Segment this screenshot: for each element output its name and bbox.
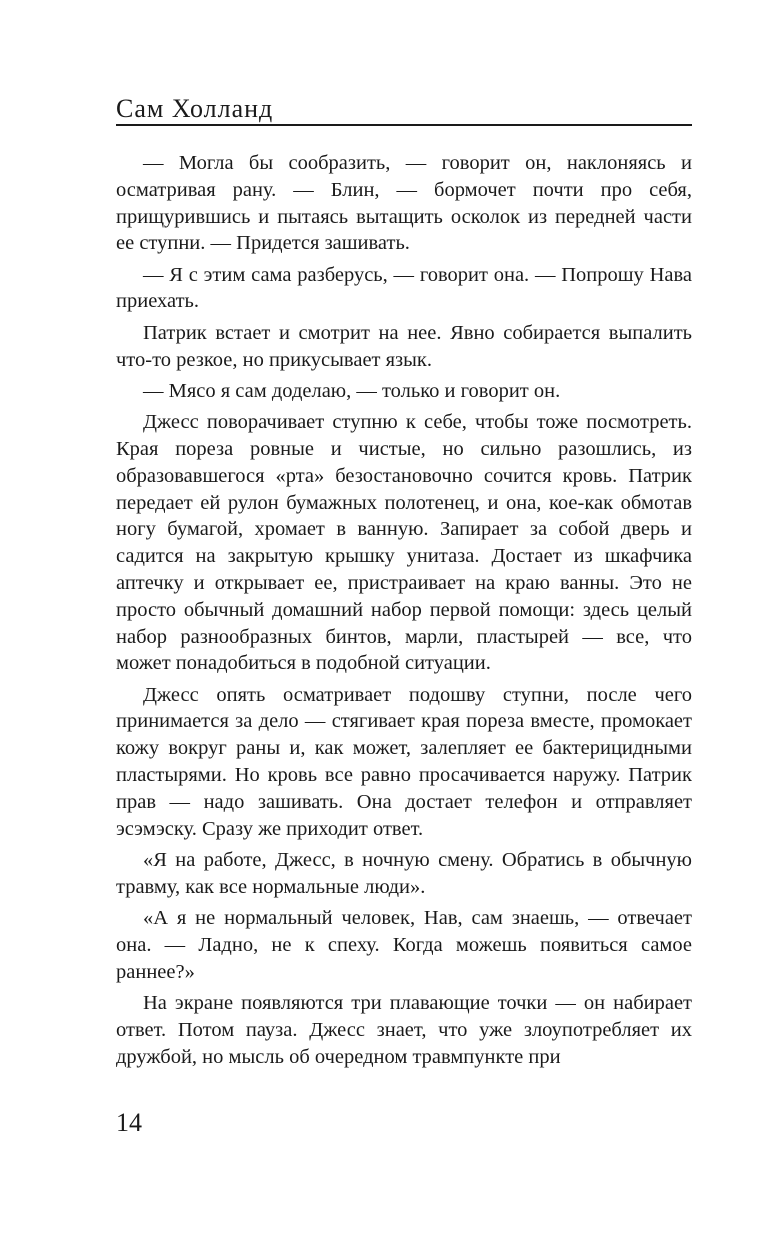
body-text <box>116 150 692 1075</box>
paragraph: «Я на работе, Джесс, в ночную смену. Обратись в обычную травму, как все нормальные люди». <box>116 848 692 898</box>
paragraph: «А я не нормальный человек, Нав, сам знаешь, — отвечает она. — Ладно, не к спеху. Когда можешь появиться самое раннее?» <box>116 907 692 983</box>
paragraph: Патрик встает и смотрит на нее. Явно собирается выпалить что-то резкое, но прикусывает язык. <box>116 321 692 371</box>
page-number: 14 <box>116 1108 142 1137</box>
paragraph: — Я с этим сама разберусь, — говорит она. — Попрошу Нава приехать. <box>116 263 692 313</box>
paragraph: На экране появляются три плавающие точки — он набирает ответ. Потом пауза. Джесс знает, что уже злоупотребляет их дружбой, но мысль об очередном травмпункте при <box>116 991 692 1068</box>
paragraph: Джесс поворачивает ступню к себе, чтобы тоже посмотреть. Края пореза ровные и чистые, но сильно разошлись, из образовавшегося «рта» безостановочно сочится кровь. Патрик передает ей рулон бумажных полотенец, и она, кое-как обмотав ногу бумагой, хромает в ванную. Запирает за собой дверь и садится на закрытую крышку унитаза. Достает из шкафчика аптечку и открывает ее, пристраивает на краю ванны. Это не просто обычный домашний набор первой помощи: здесь целый набор разнообразных бинтов, марли, пластырей — все, что может понадобиться в подобной ситуации. <box>116 411 692 675</box>
running-header <box>116 94 692 126</box>
running-title: Сам Холланд <box>116 94 274 123</box>
paragraph: — Мясо я сам доделаю, — только и говорит он. <box>143 379 561 402</box>
header-rule <box>116 124 692 126</box>
paragraph: Джесс опять осматривает подошву ступни, после чего принимается за дело — стягивает края пореза вместе, промокает кожу вокруг раны и, как может, залепляет ее бактерицидными пластырями. Но кровь все равно просачивается наружу. Патрик прав — надо зашивать. Она достает телефон и отправляет эсэмэску. Сразу же приходит ответ. <box>116 683 692 840</box>
paragraph: — Могла бы сообразить, — говорит он, наклоняясь и осматривая рану. — Блин, — бормочет почти про себя, прищурившись и пытаясь вытащить осколок из передней части ее ступни. — Придется зашивать. <box>116 152 692 255</box>
